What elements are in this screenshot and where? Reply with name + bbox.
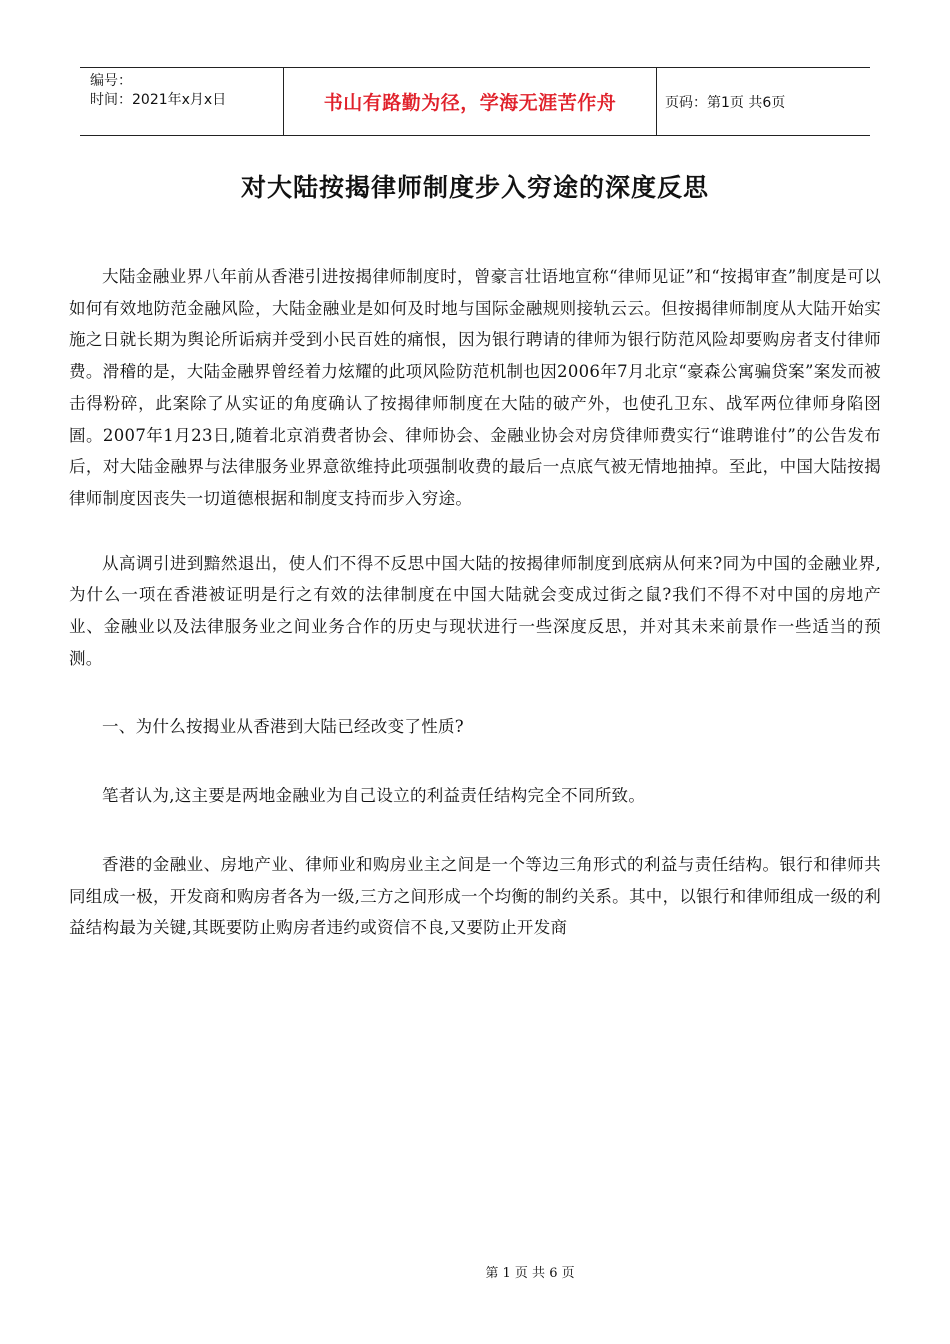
paragraph-2: 从高调引进到黯然退出，使人们不得不反思中国大陆的按揭律师制度到底病从何来?同为中国的金融业界,为什么一项在香港被证明是行之有效的法律制度在中国大陆就会变成过街之鼠?我们不得不对中国的房地产业、金融业以及法律服务业之间业务合作的历史与现状进行一些深度反思，并对其未来前景作一些适当的预测。 — [69, 553, 881, 668]
document-body — [69, 261, 881, 944]
header-motto: 书山有路勤为径，学海无涯苦作舟 — [283, 68, 657, 135]
paragraph-4: 香港的金融业、房地产业、律师业和购房业主之间是一个等边三角形式的利益与责任结构。银行和律师共同组成一极，开发商和购房者各为一级,三方之间形成一个均衡的制约关系。其中，以银行和律师组成一级的利益结构最为关键,其既要防止购房者违约或资信不良,又要防止开发商 — [69, 854, 881, 938]
page-footer — [0, 1262, 950, 1281]
header-left-cell — [80, 68, 283, 135]
header-table — [80, 67, 870, 136]
document-time-label: 时间：2021年x月x日 — [90, 92, 227, 108]
header-page-info: 页码：第1页 共6页 — [665, 94, 786, 111]
section-heading-1: 一、为什么按揭业从香港到大陆已经改变了性质? — [102, 717, 464, 737]
paragraph-1: 大陆金融业界八年前从香港引进按揭律师制度时，曾豪言壮语地宣称“律师见证”和“按揭审查”制度是可以如何有效地防范金融风险，大陆金融业是如何及时地与国际金融规则接轨云云。但按揭律师制度从大陆开始实施之日就长期为舆论所诟病并受到小民百姓的痛恨，因为银行聘请的律师为银行防范风险却要购房者支付律师费。滑稽的是，大陆金融界曾经着力炫耀的此项风险防范机制也因2006年7月北京“豪森公寓骗贷案”案发而被击得粉碎，此案除了从实证的角度确认了按揭律师制度在大陆的破产外，也使孔卫东、战军两位律师身陷囹圄。2007年1月23日,随着北京消费者协会、律师协会、金融业协会对房贷律师费实行“谁聘谁付”的公告发布后，对大陆金融界与法律服务业界意欲维持此项强制收费的最后一点底气被无情地抽掉。至此，中国大陆按揭律师制度因丧失一切道德根据和制度支持而步入穷途。 — [69, 267, 881, 508]
paragraph-3: 笔者认为,这主要是两地金融业为自己设立的利益责任结构完全不同所致。 — [102, 786, 646, 806]
document-title: 对大陆按揭律师制度步入穷途的深度反思 — [240, 173, 709, 202]
footer-page-number: 第 1 页 共 6 页 — [485, 1266, 575, 1281]
document-number-label: 编号： — [90, 73, 132, 89]
